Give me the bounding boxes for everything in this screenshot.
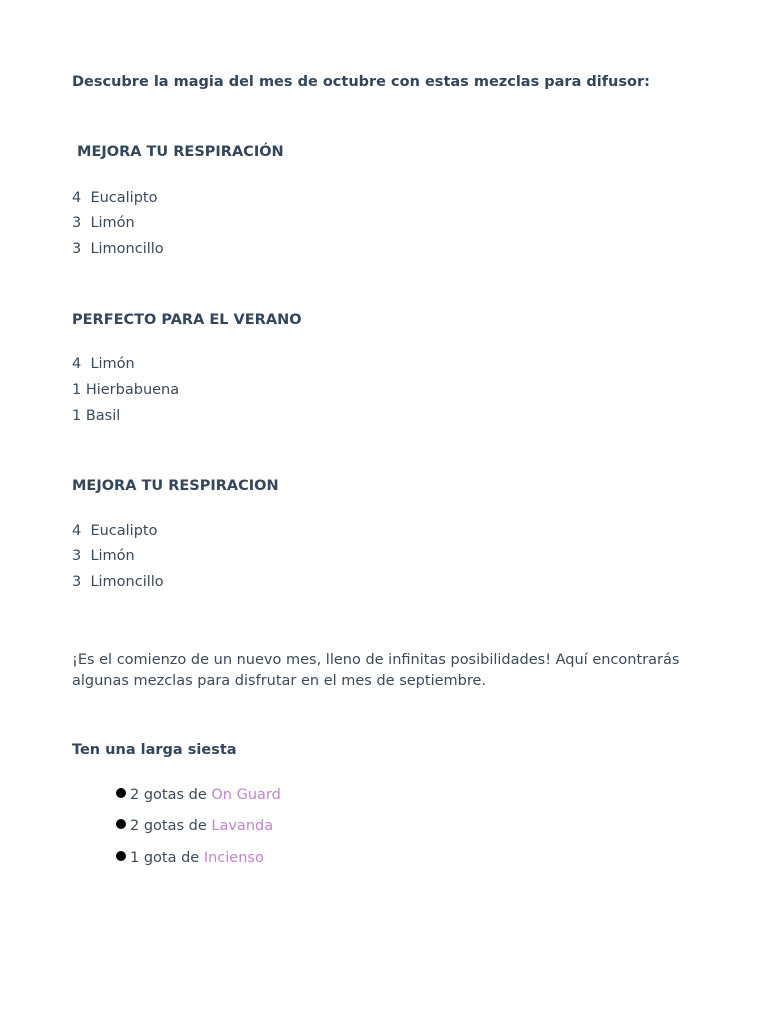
month-paragraph: ¡Es el comienzo de un nuevo mes, lleno de infinitas posibilidades! Aquí encontrarás algunas mezclas para disfrutar en el mes de septiembre.	[72, 652, 680, 689]
blend-item: 3 Limoncillo	[72, 241, 164, 257]
blend-item: 3 Limón	[72, 548, 135, 564]
blend-item: 3 Limón	[72, 215, 135, 231]
bullet-icon	[116, 851, 126, 861]
list-item	[116, 848, 264, 868]
list-item	[116, 785, 281, 805]
siesta-title: Ten una larga siesta	[72, 742, 237, 758]
oil-link-incienso[interactable]: Incienso	[203, 850, 264, 866]
list-item	[116, 816, 273, 836]
blend-item: 4 Eucalipto	[72, 190, 158, 206]
blend-title: PERFECTO PARA EL VERANO	[72, 312, 302, 328]
blend-item: 4 Limón	[72, 356, 135, 372]
list-item-prefix: 2 gotas de	[130, 787, 212, 803]
oil-link-lavanda[interactable]: Lavanda	[211, 818, 274, 834]
blend-item: 3 Limoncillo	[72, 574, 164, 590]
blend-item: 4 Eucalipto	[72, 523, 158, 539]
oil-link-on-guard[interactable]: On Guard	[211, 787, 281, 803]
list-item-prefix: 1 gota de	[130, 850, 204, 866]
bullet-icon	[116, 788, 126, 798]
bullet-icon	[116, 819, 126, 829]
intro-heading: Descubre la magia del mes de octubre con estas mezclas para difusor:	[72, 74, 650, 90]
blend-item: 1 Hierbabuena	[72, 382, 180, 398]
blend-item: 1 Basil	[72, 408, 121, 424]
blend-title: MEJORA TU RESPIRACION	[72, 478, 279, 494]
blend-title: MEJORA TU RESPIRACIÓN	[72, 144, 284, 160]
list-item-prefix: 2 gotas de	[130, 818, 212, 834]
